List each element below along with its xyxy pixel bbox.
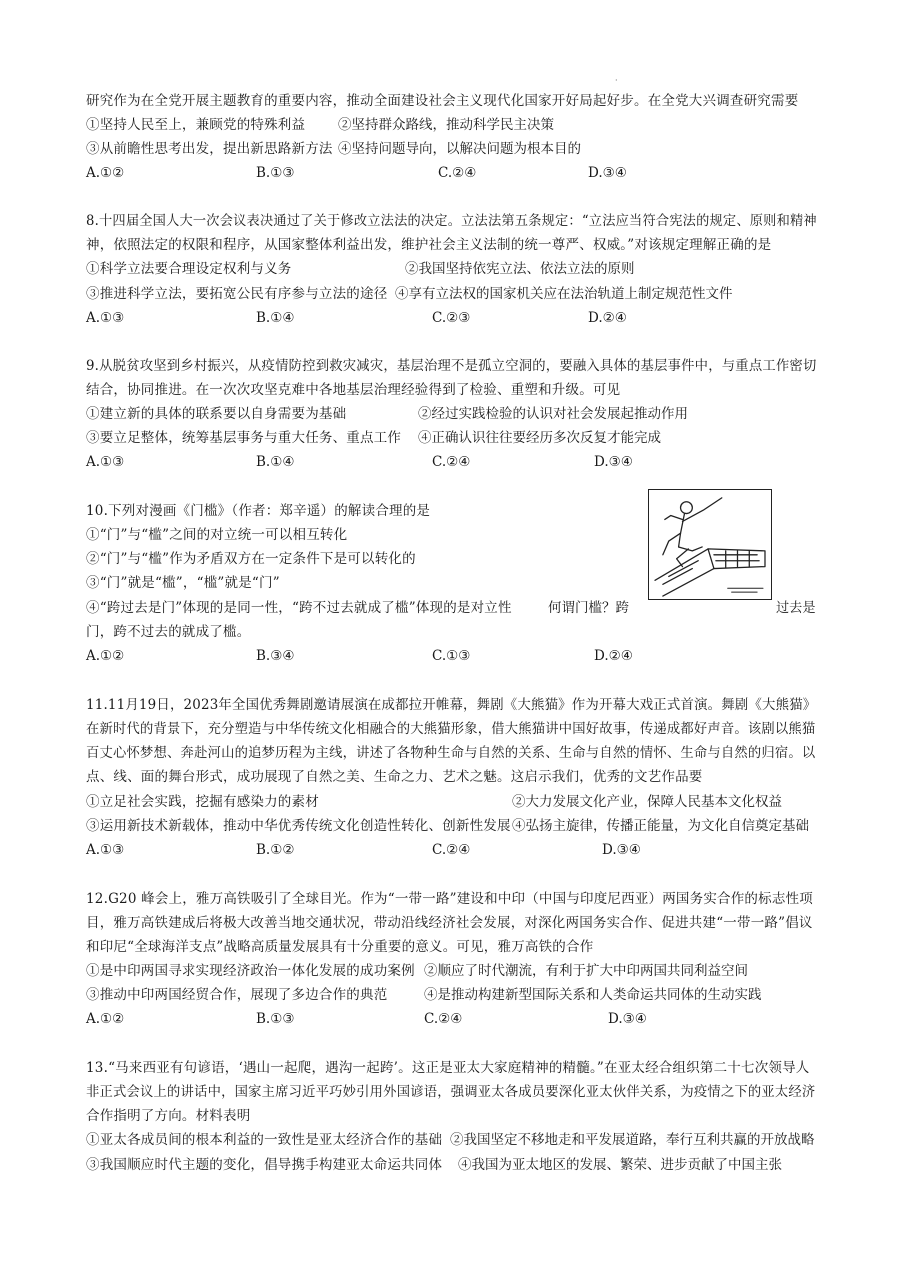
q9-option-c: C.②④ <box>432 454 471 470</box>
q13-line-1: 13.“马来西亚有句谚语，‘遇山一起爬，遇沟一起跨’。这正是亚太大家庭精神的精髓。”在亚太经合组织第二十七次领导人 <box>86 1060 810 1076</box>
q11-line-3: 百丈心怀梦想、奔赴河山的追梦历程为主线，讲述了各物种生命与自然的关系、生命与自然的情怀、生命与自然的归宿。以 <box>86 745 816 761</box>
q11-statement-4: ④弘扬主旋律，传播正能量，为文化自信奠定基础 <box>512 818 809 834</box>
q9-option-d: D.③④ <box>594 454 633 470</box>
page-mark: · <box>615 76 618 85</box>
q10-line-1: 10.下列对漫画《门槛》（作者：郑辛遥）的解读合理的是 <box>86 503 431 519</box>
q13-line-3: 合作指明了方向。材料表明 <box>86 1108 251 1124</box>
q11-option-c: C.②④ <box>432 842 471 858</box>
q8-option-d: D.②④ <box>588 310 627 326</box>
q12-statement-3: ③推动中印两国经贸合作，展现了多边合作的典范 <box>86 987 388 1003</box>
intro-option-a: A.①② <box>86 165 125 181</box>
q8-line-1: 8.十四届全国人大一次会议表决通过了关于修改立法法的决定。立法法第五条规定：“立法应当符合宪法的规定、原则和精神 <box>86 213 817 229</box>
intro-option-d: D.③④ <box>588 165 627 181</box>
q10-statement-2: ②“门”与“槛”作为矛盾双方在一定条件下是可以转化的 <box>86 551 416 567</box>
q9-statement-2: ②经过实践检验的认识对社会发展起推动作用 <box>418 406 688 422</box>
q8-statement-4: ④享有立法权的国家机关应在法治轨道上制定规范性文件 <box>395 286 733 302</box>
q8-statement-1: ①科学立法要合理设定权利与义务 <box>86 261 292 277</box>
intro-option-c: C.②④ <box>438 165 477 181</box>
q8-option-c: C.②③ <box>432 310 471 326</box>
q11-line-1: 11.11月19日，2023年全国优秀舞剧邀请展演在成都拉开帷幕，舞剧《大熊猫》作为开幕大戏正式首演。舞剧《大熊猫》 <box>86 697 817 713</box>
q9-option-a: A.①③ <box>86 454 125 470</box>
q13-line-2: 非正式会议上的讲话中，国家主席习近平巧妙引用外国谚语，强调亚太各成员要深化亚太伙伴关系，为疫情之下的亚太经济 <box>86 1084 816 1100</box>
q10-statement-1: ①“门”与“槛”之间的对立统一可以相互转化 <box>86 527 348 543</box>
q10-statement-3: ③“门”就是“槛”，“槛”就是“门” <box>86 575 280 591</box>
q10-option-b: B.③④ <box>256 648 295 664</box>
q9-line-2: 结合，协同推进。在一次次攻坚克难中各地基层治理经验得到了检验、重塑和升级。可见 <box>86 382 621 398</box>
q8-option-a: A.①③ <box>86 310 125 326</box>
q13-statement-4: ④我国为亚太地区的发展、繁荣、进步贡献了中国主张 <box>458 1157 782 1173</box>
q11-statement-1: ①立足社会实践，挖掘有感染力的素材 <box>86 794 319 810</box>
q8-statement-3: ③推进科学立法，要拓宽公民有序参与立法的途径 <box>86 286 388 302</box>
intro-statement-4: ④坚持问题导向，以解决问题为根本目的 <box>338 141 581 157</box>
q12-option-b: B.①③ <box>256 1011 295 1027</box>
cartoon-threshold-illustration <box>648 489 772 600</box>
q11-option-b: B.①② <box>256 842 295 858</box>
q10-option-d: D.②④ <box>594 648 633 664</box>
q13-statement-3: ③我国顺应时代主题的变化，倡导携手构建亚太命运共同体 <box>86 1157 443 1173</box>
q10-statement-4: ④“跨过去是门”体现的是同一性，“跨不过去就成了槛”体现的是对立性 <box>86 600 512 616</box>
q9-statement-3: ③要立足整体，统筹基层事务与重大任务、重点工作 <box>86 430 402 446</box>
q10-caption-part-1: 何谓门槛？跨 <box>548 600 629 616</box>
q12-statement-1: ①是中印两国寻求实现经济政治一体化发展的成功案例 <box>86 963 415 979</box>
cartoon-drawing <box>649 490 771 599</box>
q9-line-1: 9.从脱贫攻坚到乡村振兴，从疫情防控到救灾减灾，基层治理不是孤立空洞的，要融入具体的基层事件中，与重点工作密切 <box>86 358 817 374</box>
intro-option-b: B.①③ <box>256 165 295 181</box>
q8-statement-2: ②我国坚持依宪立法、依法立法的原则 <box>405 261 635 277</box>
q8-option-b: B.①④ <box>256 310 295 326</box>
q13-statement-1: ①亚太各成员间的根本利益的一致性是亚太经济合作的基础 <box>86 1132 443 1148</box>
q9-statement-1: ①建立新的具体的联系要以自身需要为基础 <box>86 406 347 422</box>
q8-line-2: 神，依照法定的权限和程序，从国家整体利益出发，维护社会主义法制的统一尊严、权威。”对该规定理解正确的是 <box>86 237 772 253</box>
q11-statement-2: ②大力发展文化产业，保障人民基本文化权益 <box>512 794 782 810</box>
q11-option-d: D.③④ <box>602 842 641 858</box>
q12-option-a: A.①② <box>86 1011 125 1027</box>
q9-option-b: B.①④ <box>256 454 295 470</box>
q9-statement-4: ④正确认识往往要经历多次反复才能完成 <box>418 430 661 446</box>
q10-caption-part-3: 门，跨不过去的就成了槛。 <box>86 624 251 640</box>
q12-line-1: 12.G20 峰会上，雅万高铁吸引了全球目光。作为“一带一路”建设和中印（中国与印度尼西亚）两国务实合作的标志性项 <box>86 891 813 907</box>
q12-line-2: 目，雅万高铁建成后将极大改善当地交通状况，带动沿线经济社会发展，对深化两国务实合作、促进共建“一带一路”倡议 <box>86 915 813 931</box>
intro-line-1: 研究作为在全党开展主题教育的重要内容，推动全面建设社会主义现代化国家开好局起好步。在全党大兴调查研究需要 <box>86 93 799 109</box>
q12-option-d: D.③④ <box>608 1011 647 1027</box>
q11-line-2: 在新时代的背景下，充分塑造与中华传统文化相融合的大熊猫形象，借大熊猫讲中国好故事，传递成都好声音。该剧以熊猫 <box>86 721 816 737</box>
q12-statement-4: ④是推动构建新型国际关系和人类命运共同体的生动实践 <box>424 987 762 1003</box>
intro-statement-1: ①坚持人民至上，兼顾党的特殊利益 <box>86 117 306 133</box>
q13-statement-2: ②我国坚定不移地走和平发展道路，奉行互利共赢的开放战略 <box>450 1132 815 1148</box>
q11-statement-3: ③运用新技术新载体，推动中华优秀传统文化创造性转化、创新性发展 <box>86 818 511 834</box>
q10-option-c: C.①③ <box>432 648 471 664</box>
q12-option-c: C.②④ <box>424 1011 463 1027</box>
q10-option-a: A.①② <box>86 648 125 664</box>
q12-line-3: 和印尼“全球海洋支点”战略高质量发展具有十分重要的意义。可见，雅万高铁的合作 <box>86 939 594 955</box>
intro-statement-3: ③从前瞻性思考出发，提出新思路新方法 <box>86 141 333 157</box>
q11-line-4: 点、线、面的舞台形式，成功展现了自然之美、生命之力、艺术之魅。这启示我们，优秀的文艺作品要 <box>86 769 703 785</box>
q10-caption-part-2: 过去是 <box>776 600 816 616</box>
q11-option-a: A.①③ <box>86 842 125 858</box>
intro-statement-2: ②坚持群众路线，推动科学民主决策 <box>338 117 554 133</box>
q12-statement-2: ②顺应了时代潮流，有利于扩大中印两国共同利益空间 <box>424 963 748 979</box>
